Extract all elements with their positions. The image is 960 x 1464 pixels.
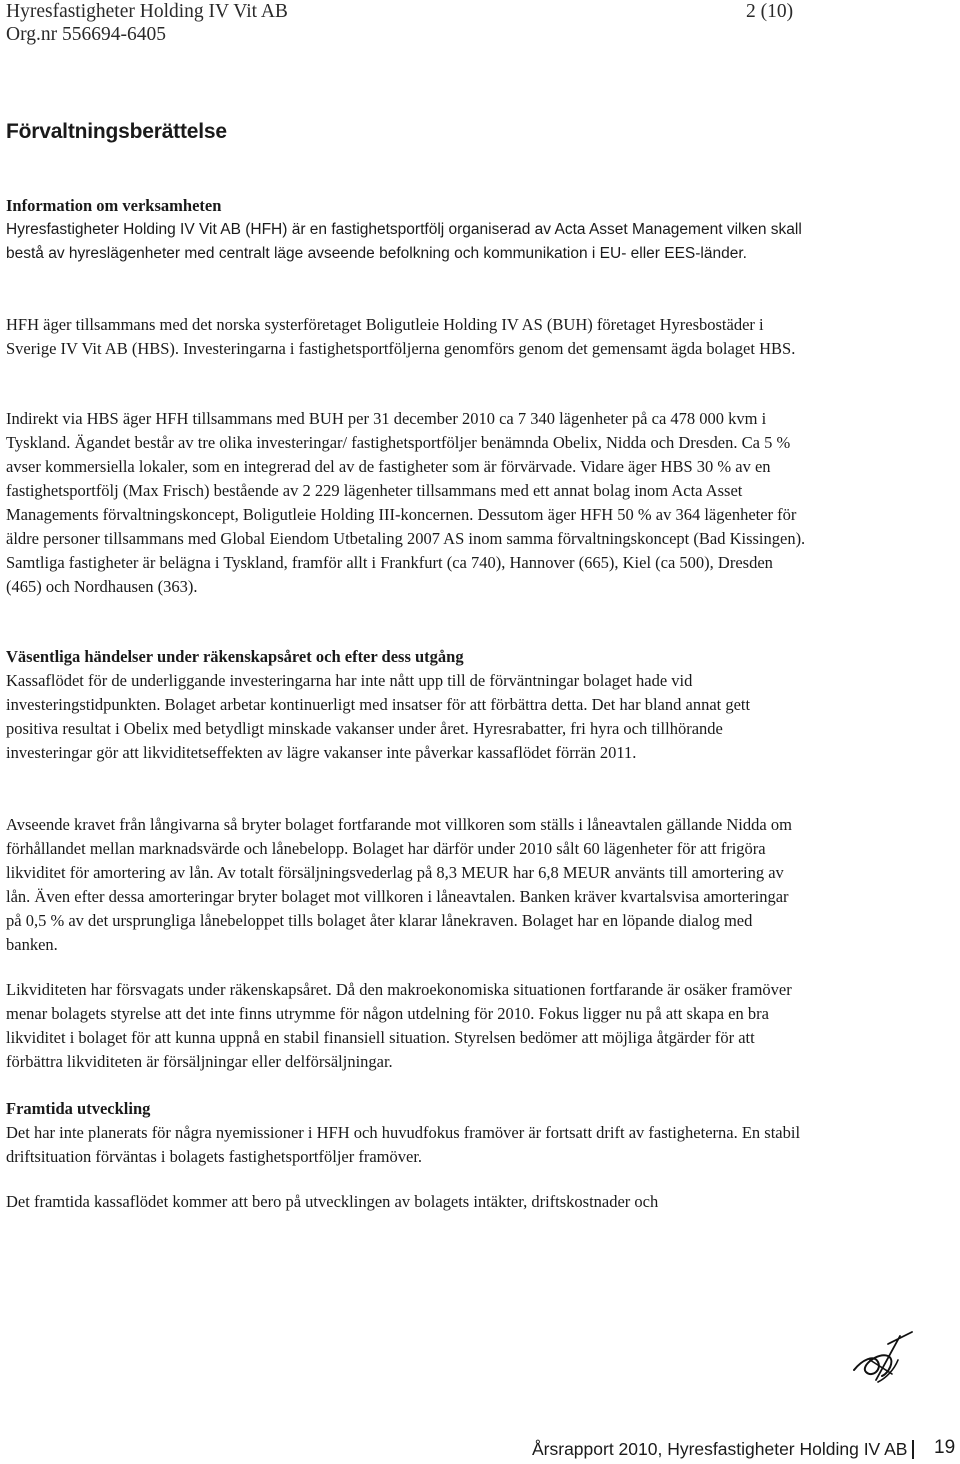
header-org-number: Org.nr 556694-6405 <box>6 24 166 45</box>
header-company-name: Hyresfastigheter Holding IV Vit AB <box>6 1 288 22</box>
section-events-loans <box>6 813 806 957</box>
header-page-indicator: 2 (10) <box>746 1 794 22</box>
section-heading-events: Väsentliga händelser under räkenskapsåret och efter dess utgång <box>6 647 464 666</box>
paragraph-future-1: Det har inte planerats för några nyemissioner i HFH och huvudfokus framöver är fortsatt drift av fastigheterna. En stabil driftsituation förväntas i bolagets fastighetsportföljer framöver. <box>6 1123 801 1166</box>
paragraph-information-3: Indirekt via HBS äger HFH tillsammans med BUH per 31 december 2010 ca 7 340 lägenheter på ca 478 000 kvm i Tyskland. Ägandet består av tre olika investeringar/ fastighetsportföljer benämnda Obelix, Nidda och Dresden. Ca 5 % avser kommersiella lokaler, som en integrerad del av de fastigheter som är förvärvade. Vidare äger HBS 30 % av en fastighetsportfölj (Max Frisch) bestående av 2 229 lägenheter tillsammans med ett annat bolag inom Acta Asset Managements förvaltningskoncept, Boligutleie Holding III-koncernen. Dessutom äger HFH 50 % av 364 lägenheter för äldre personer tillsammans med Global Eiendom Utbetaling 2007 AS inom samma förvaltningskoncept (Bad Kissingen). Samtliga fastigheter är belägna i Tyskland, framför allt i Frankfurt (ca 740), Hannover (665), Kiel (ca 500), Dresden (465) och Nordhausen (363). <box>6 409 806 596</box>
paragraph-events-3: Likviditeten har försvagats under räkenskapsåret. Då den makroekonomiska situationen fortfarande är osäker framöver menar bolagets styrelse att det inte finns utrymme för någon utdelning för 2010. Fokus ligger nu på att skapa en bra likviditet i bolaget för att kunna uppnå en stabil finansiell situation. Styrelsen bedömer att möjliga åtgärder för att förbättra likviditeten är försäljningar eller delförsäljningar. <box>6 980 792 1071</box>
document-title: Förvaltningsberättelse <box>6 120 227 143</box>
paragraph-information-2: HFH äger tillsammans med det norska systerföretaget Boligutleie Holding IV AS (BUH) företaget Hyresbostäder i Sverige IV Vit AB (HBS). Investeringarna i fastighetsportföljerna genomförs genom det gemensamt ägda bolaget HBS. <box>6 315 796 358</box>
section-events <box>6 645 806 765</box>
footer-report-title: Årsrapport 2010, Hyresfastigheter Holding IV AB <box>532 1439 908 1459</box>
paragraph-events-1: Kassaflödet för de underliggande investeringarna har inte nått upp till de förväntningar bolaget hade vid investeringstidpunkten. Bolaget arbetar kontinuerligt med insatser för att förbättra detta. Det har bland annat gett positiva resultat i Obelix med betydligt minskade vakanser under året. Hyresrabatter, fri hyra och tillhörande investeringar gör att likviditetseffekten av lägre vakanser inte påverkar kassaflödet förrän 2011. <box>6 671 751 762</box>
section-future <box>6 1097 806 1169</box>
section-information-ownership <box>6 313 806 361</box>
paragraph-future-2: Det framtida kassaflödet kommer att bero på utvecklingen av bolagets intäkter, driftskostnader och <box>6 1192 659 1211</box>
handwritten-signature <box>848 1330 918 1394</box>
section-future-cashflow <box>6 1190 806 1214</box>
footer-page-number: 19 <box>934 1437 956 1458</box>
section-heading-information: Information om verksamheten <box>6 196 222 215</box>
section-heading-future: Framtida utveckling <box>6 1099 151 1118</box>
paragraph-events-2: Avseende kravet från långivarna så bryter bolaget fortfarande mot villkoren som ställs i låneavtalen gällande Nidda om förhållandet mellan marknadsvärde och lånebelopp. Bolaget har därför under 2010 sålt 60 lägenheter för att frigöra likviditet för amortering av lån. Av totalt försäljningsvederlag på 8,3 MEUR har 6,8 MEUR använts till amortering av lån. Även efter dessa amorteringar bryter bolaget mot villkoren i låneavtalen. Banken kräver kvartalsvisa amorteringar på 0,5 % av det ursprungliga lånebeloppet tills bolaget åter klarar lånekraven. Bolaget har en löpande dialog med banken. <box>6 815 792 954</box>
section-events-liquidity <box>6 978 806 1074</box>
footer-divider <box>912 1440 914 1459</box>
paragraph-information-1: Hyresfastigheter Holding IV Vit AB (HFH) är en fastighetsportfölj organiserad av Acta Asset Management vilken skall bestå av hyreslägenheter med centralt läge avseende befolkning och kommunikation i EU- eller EES-länder. <box>6 221 802 262</box>
section-information-holdings <box>6 407 806 599</box>
section-information <box>6 194 806 266</box>
